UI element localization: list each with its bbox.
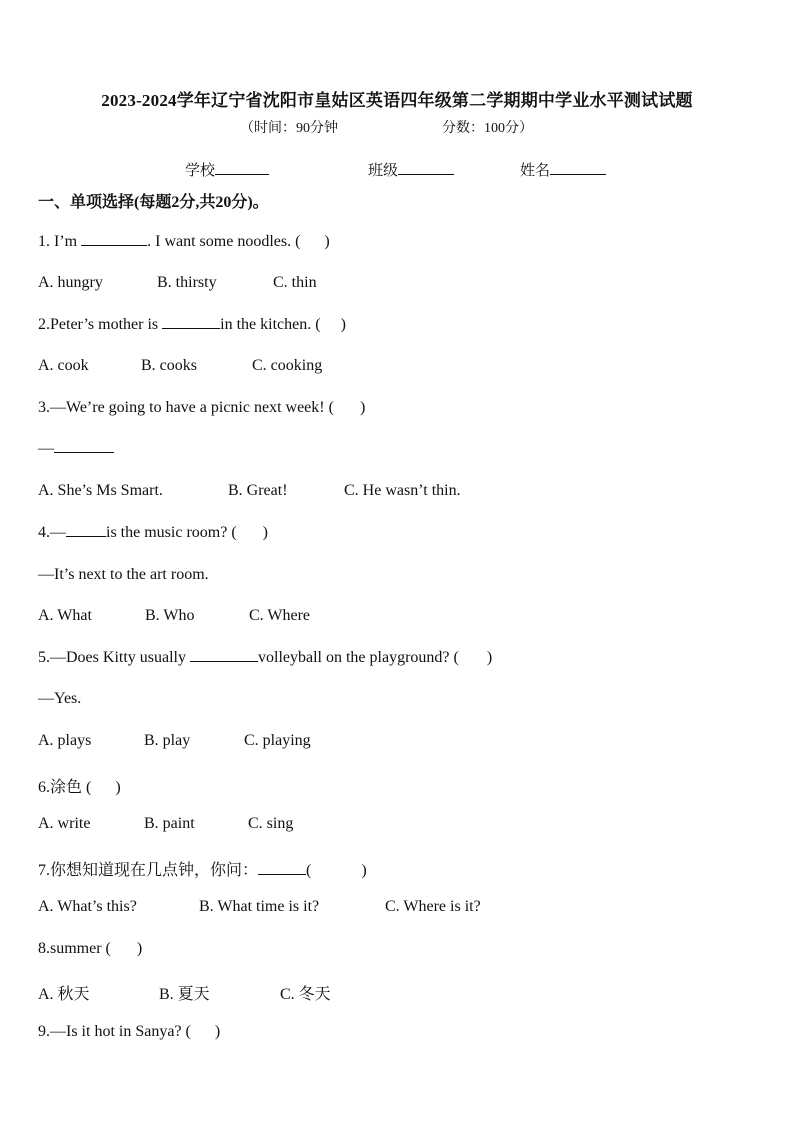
q4-option-b[interactable]: B. Who: [145, 607, 195, 624]
q7-answer-blank[interactable]: [258, 862, 306, 875]
q5-option-c[interactable]: C. playing: [244, 732, 311, 749]
q3-option-b[interactable]: B. Great!: [228, 482, 288, 499]
question-4: [38, 524, 268, 542]
q8-options: [38, 981, 331, 1004]
q1-text-end: . I want some noodles. (: [147, 233, 301, 250]
q9-paren-close: ): [214, 1023, 221, 1040]
q5-reply: —Yes.: [38, 690, 82, 707]
school-blank[interactable]: [215, 162, 269, 175]
q8-text: 8.summer (: [38, 940, 111, 957]
q2-options: [38, 357, 322, 375]
q5-text-start: 5.—Does Kitty usually: [38, 649, 190, 666]
q7-paren-close: ): [361, 862, 367, 879]
q8-option-b[interactable]: B. 夏天: [159, 986, 210, 1003]
class-field[interactable]: [368, 159, 454, 180]
q5-answer-blank[interactable]: [190, 649, 258, 662]
q1-option-b[interactable]: B. thirsty: [157, 274, 217, 291]
q5-option-a[interactable]: A. plays: [38, 732, 92, 749]
q2-paren-close: ): [340, 316, 346, 333]
q9-text: 9.—Is it hot in Sanya? (: [38, 1023, 191, 1040]
q4-option-a[interactable]: A. What: [38, 607, 92, 624]
q5-options: [38, 732, 311, 750]
q4-paren-close: ): [262, 524, 268, 541]
q2-option-b[interactable]: B. cooks: [141, 357, 197, 374]
q4-text-end: is the music room? (: [106, 524, 237, 541]
school-label: 学校: [185, 163, 216, 179]
question-7: [38, 857, 367, 880]
question-5: [38, 649, 492, 667]
q6-option-a[interactable]: A. write: [38, 815, 91, 832]
q3-option-a[interactable]: A. She’s Ms Smart.: [38, 482, 163, 499]
q4-text-start: 4.—: [38, 524, 66, 541]
q7-text-start: 7.你想知道现在几点钟，你问：: [38, 862, 259, 879]
q3-reply: [38, 440, 114, 458]
q2-option-c[interactable]: C. cooking: [252, 357, 323, 374]
question-3: [38, 399, 365, 417]
time-limit: （时间：90分钟: [240, 121, 338, 136]
q5-text-end: volleyball on the playground? (: [258, 649, 459, 666]
q2-answer-blank[interactable]: [162, 316, 220, 329]
q8-paren-close: ): [136, 940, 143, 957]
q6-option-b[interactable]: B. paint: [144, 815, 195, 832]
q1-paren-close: ): [324, 233, 330, 250]
page-title: 2023-2024学年辽宁省沈阳市皇姑区英语四年级第二学期期中学业水平测试试题: [101, 91, 693, 110]
q7-options: [38, 898, 481, 916]
q7-option-c[interactable]: C. Where is it?: [385, 898, 481, 915]
q2-text-start: 2.Peter’s mother is: [38, 316, 163, 333]
q4-options: [38, 607, 310, 625]
q6-text: 6.涂色 (: [38, 779, 92, 796]
q3-paren-close: ): [359, 399, 366, 416]
q7-option-a[interactable]: A. What’s this?: [38, 898, 137, 915]
q1-text-start: 1. I’m: [38, 233, 82, 250]
q3-reply-dash: —: [38, 440, 54, 457]
question-8: [38, 940, 142, 958]
q7-paren-open: (: [306, 862, 312, 879]
q6-option-c[interactable]: C. sing: [248, 815, 294, 832]
q4-answer-blank[interactable]: [66, 524, 106, 537]
school-field[interactable]: [185, 159, 269, 180]
q1-option-c[interactable]: C. thin: [273, 274, 317, 291]
section-heading: 一、单项选择(每题2分,共20分)。: [38, 194, 269, 211]
name-field[interactable]: [520, 159, 606, 180]
question-9: [38, 1023, 220, 1041]
q3-options: [38, 482, 461, 500]
class-label: 班级: [368, 163, 399, 179]
q4-option-c[interactable]: C. Where: [249, 607, 311, 624]
total-score: 分数：100分）: [442, 121, 533, 136]
q4-reply: —It’s next to the art room.: [38, 566, 209, 583]
q5-paren-close: ): [486, 649, 493, 666]
name-blank[interactable]: [550, 162, 606, 175]
question-2: [38, 316, 346, 334]
q1-options: [38, 274, 317, 292]
class-blank[interactable]: [398, 162, 454, 175]
q6-paren-close: ): [115, 779, 121, 796]
q2-text-end: in the kitchen. (: [220, 316, 321, 333]
student-info: [185, 159, 551, 180]
q7-option-b[interactable]: B. What time is it?: [199, 898, 320, 915]
q6-options: [38, 815, 293, 833]
question-6: [38, 774, 121, 797]
name-label: 姓名: [520, 163, 551, 179]
q8-option-a[interactable]: A. 秋天: [38, 986, 90, 1003]
q8-option-c[interactable]: C. 冬天: [280, 986, 331, 1003]
q1-answer-blank[interactable]: [81, 233, 147, 246]
q1-option-a[interactable]: A. hungry: [38, 274, 103, 291]
q3-option-c[interactable]: C. He wasn’t thin.: [344, 482, 461, 499]
q2-option-a[interactable]: A. cook: [38, 357, 89, 374]
q3-answer-blank[interactable]: [54, 440, 114, 453]
q3-text: 3.—We’re going to have a picnic next week! (: [38, 399, 334, 416]
q5-option-b[interactable]: B. play: [144, 732, 191, 749]
question-1: [38, 233, 330, 251]
exam-meta: [240, 117, 533, 137]
